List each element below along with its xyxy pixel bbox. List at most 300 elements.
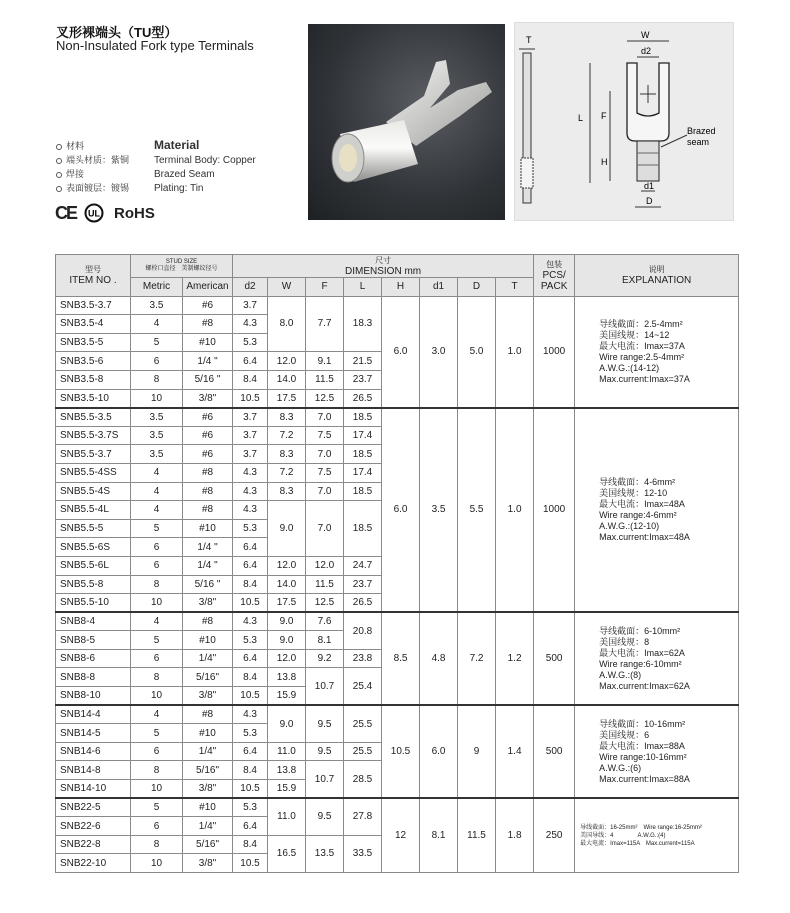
cell-metric: 6 bbox=[131, 742, 183, 761]
cell-f: 8.1 bbox=[306, 631, 344, 650]
cell-american: #8 bbox=[183, 482, 233, 501]
cell-metric: 4 bbox=[131, 315, 183, 334]
cell-american: 3/8" bbox=[183, 780, 233, 799]
cell-d2: 6.4 bbox=[233, 817, 268, 836]
cell-h: 8.5 bbox=[382, 612, 420, 705]
cell-l: 17.4 bbox=[344, 463, 382, 482]
cell-w: 13.8 bbox=[268, 668, 306, 687]
cell-d2: 4.3 bbox=[233, 315, 268, 334]
cell-t: 1.8 bbox=[496, 798, 534, 872]
cell-metric: 4 bbox=[131, 463, 183, 482]
cell-metric: 5 bbox=[131, 798, 183, 817]
cell-t: 1.0 bbox=[496, 296, 534, 408]
explanation-line: 导线截面：2.5-4mm² bbox=[599, 318, 683, 329]
explanation-line: A.W.G.:(12-10) bbox=[599, 520, 660, 531]
cell-d2: 8.4 bbox=[233, 370, 268, 389]
cell-item: SNB14-10 bbox=[56, 780, 131, 799]
cell-d2: 4.3 bbox=[233, 705, 268, 724]
ul-mark-icon bbox=[84, 203, 106, 223]
cell-w: 7.2 bbox=[268, 426, 306, 445]
cell-d2: 4.3 bbox=[233, 612, 268, 631]
fork-terminal-image bbox=[308, 24, 505, 220]
cell-l: 33.5 bbox=[344, 835, 382, 872]
cell-metric: 10 bbox=[131, 780, 183, 799]
cell-w: 9.0 bbox=[268, 705, 306, 742]
cell-d: 5.5 bbox=[458, 408, 496, 613]
certification-logos bbox=[55, 203, 155, 223]
cell-h: 12 bbox=[382, 798, 420, 872]
cell-item: SNB3.5-4 bbox=[56, 315, 131, 334]
cell-w: 17.5 bbox=[268, 389, 306, 408]
cell-pack: 1000 bbox=[534, 408, 575, 613]
cell-item: SNB14-4 bbox=[56, 705, 131, 724]
cell-h: 6.0 bbox=[382, 296, 420, 408]
cell-item: SNB5.5-3.7S bbox=[56, 426, 131, 445]
cell-american: #6 bbox=[183, 408, 233, 427]
explanation-line: Max.current:Imax=48A bbox=[599, 531, 690, 542]
header-stud-size: STUD SIZE 螺栓口直径 美制螺纹径号 bbox=[131, 255, 233, 278]
cell-f: 10.7 bbox=[306, 761, 344, 798]
header-dimension: 尺寸 DIMENSION mm bbox=[233, 255, 534, 278]
cell-d1: 8.1 bbox=[420, 798, 458, 872]
cell-american: 3/8" bbox=[183, 687, 233, 706]
cell-l: 25.5 bbox=[344, 705, 382, 742]
cell-american: #10 bbox=[183, 724, 233, 743]
cell-l: 24.7 bbox=[344, 556, 382, 575]
cell-metric: 10 bbox=[131, 389, 183, 408]
cell-item: SNB5.5-4SS bbox=[56, 463, 131, 482]
cell-item: SNB3.5-8 bbox=[56, 370, 131, 389]
cell-item: SNB22-10 bbox=[56, 854, 131, 873]
cell-item: SNB3.5-5 bbox=[56, 333, 131, 352]
cell-f: 9.2 bbox=[306, 649, 344, 668]
cell-item: SNB5.5-5 bbox=[56, 519, 131, 538]
cell-w: 11.0 bbox=[268, 742, 306, 761]
cell-american: 5/16 " bbox=[183, 370, 233, 389]
cell-american: 1/4 " bbox=[183, 538, 233, 557]
explanation-line: 导线截面：4-6mm² bbox=[599, 476, 676, 487]
cell-american: #8 bbox=[183, 315, 233, 334]
material-row bbox=[56, 167, 215, 180]
cell-f: 7.5 bbox=[306, 426, 344, 445]
cell-american: #10 bbox=[183, 519, 233, 538]
cell-item: SNB8-6 bbox=[56, 649, 131, 668]
cell-pack: 500 bbox=[534, 612, 575, 705]
table-row bbox=[56, 612, 739, 631]
cell-l: 17.4 bbox=[344, 426, 382, 445]
cell-d2: 8.4 bbox=[233, 668, 268, 687]
cell-w: 14.0 bbox=[268, 370, 306, 389]
cell-d2: 3.7 bbox=[233, 445, 268, 464]
cell-d2: 5.3 bbox=[233, 333, 268, 352]
cell-t: 1.4 bbox=[496, 705, 534, 798]
header-pack: 包装 PCS/ PACK bbox=[534, 255, 575, 297]
cell-american: 1/4" bbox=[183, 649, 233, 668]
explanation-line: 美国线规：6 bbox=[599, 729, 650, 740]
cell-metric: 6 bbox=[131, 352, 183, 371]
cell-d2: 10.5 bbox=[233, 389, 268, 408]
cell-w: 14.0 bbox=[268, 575, 306, 594]
cell-f: 13.5 bbox=[306, 835, 344, 872]
cell-d2: 8.4 bbox=[233, 835, 268, 854]
cell-f: 7.0 bbox=[306, 482, 344, 501]
cell-american: #10 bbox=[183, 798, 233, 817]
cell-l: 27.8 bbox=[344, 798, 382, 835]
cell-american: 1/4 " bbox=[183, 352, 233, 371]
cell-d: 5.0 bbox=[458, 296, 496, 408]
cell-w: 9.0 bbox=[268, 612, 306, 631]
cell-w: 12.0 bbox=[268, 556, 306, 575]
cell-w: 12.0 bbox=[268, 352, 306, 371]
cell-d2: 10.5 bbox=[233, 594, 268, 613]
cell-metric: 10 bbox=[131, 594, 183, 613]
dim-label-d2: d2 bbox=[641, 46, 652, 56]
cell-f: 9.5 bbox=[306, 742, 344, 761]
cell-d2: 6.4 bbox=[233, 649, 268, 668]
cell-w: 7.2 bbox=[268, 463, 306, 482]
cell-american: 5/16 " bbox=[183, 575, 233, 594]
explanation-line: 美国导线：4 A.W.G.:(4) bbox=[580, 832, 666, 839]
cell-d2: 5.3 bbox=[233, 724, 268, 743]
cell-w: 9.0 bbox=[268, 501, 306, 557]
cell-american: #6 bbox=[183, 296, 233, 315]
cell-american: 1/4" bbox=[183, 742, 233, 761]
cell-item: SNB5.5-3.7 bbox=[56, 445, 131, 464]
cell-item: SNB5.5-3.5 bbox=[56, 408, 131, 427]
cell-l: 28.5 bbox=[344, 761, 382, 798]
cell-item: SNB5.5-4L bbox=[56, 501, 131, 520]
cell-american: 1/4 " bbox=[183, 556, 233, 575]
cell-metric: 3.5 bbox=[131, 296, 183, 315]
cell-w: 17.5 bbox=[268, 594, 306, 613]
cell-item: SNB14-5 bbox=[56, 724, 131, 743]
cell-f: 9.5 bbox=[306, 705, 344, 742]
dim-label-w: W bbox=[641, 30, 650, 40]
cell-item: SNB3.5-10 bbox=[56, 389, 131, 408]
explanation-line: 导线截面：10-16mm² bbox=[599, 718, 686, 729]
cell-l: 23.7 bbox=[344, 575, 382, 594]
cell-metric: 5 bbox=[131, 333, 183, 352]
explanation-cell bbox=[575, 798, 739, 872]
cell-h: 6.0 bbox=[382, 408, 420, 613]
explanation-line: 导线截面：16-25mm² Wire range:16-25mm² bbox=[580, 824, 702, 831]
cell-metric: 4 bbox=[131, 612, 183, 631]
cell-l: 18.5 bbox=[344, 501, 382, 557]
cell-metric: 4 bbox=[131, 482, 183, 501]
cell-f: 7.0 bbox=[306, 501, 344, 557]
explanation-line: 导线截面：6-10mm² bbox=[599, 625, 681, 636]
cell-w: 15.9 bbox=[268, 687, 306, 706]
cell-american: #8 bbox=[183, 463, 233, 482]
material-row bbox=[56, 153, 256, 166]
cell-w: 9.0 bbox=[268, 631, 306, 650]
cell-d2: 3.7 bbox=[233, 426, 268, 445]
material-en: Material bbox=[154, 138, 200, 152]
cell-american: 5/16" bbox=[183, 835, 233, 854]
explanation-cell bbox=[575, 296, 739, 408]
cell-item: SNB5.5-6L bbox=[56, 556, 131, 575]
explanation-line: 美国线规：8 bbox=[599, 636, 650, 647]
cell-metric: 8 bbox=[131, 668, 183, 687]
cell-w: 13.8 bbox=[268, 761, 306, 780]
explanation-line: Wire range:4-6mm² bbox=[599, 509, 677, 520]
dim-label-h: H bbox=[601, 157, 608, 167]
material-cn: 焊接 bbox=[66, 169, 85, 179]
cell-f: 12.5 bbox=[306, 594, 344, 613]
table-row bbox=[56, 798, 739, 817]
ce-mark-icon: CE bbox=[55, 202, 77, 223]
svg-text:UL: UL bbox=[88, 208, 101, 219]
cell-pack: 250 bbox=[534, 798, 575, 872]
cell-d1: 3.0 bbox=[420, 296, 458, 408]
cell-item: SNB3.5-6 bbox=[56, 352, 131, 371]
cell-f: 7.7 bbox=[306, 296, 344, 352]
cell-metric: 6 bbox=[131, 649, 183, 668]
header-item: 型号 ITEM NO . bbox=[56, 255, 131, 297]
header-f: F bbox=[306, 278, 344, 297]
explanation-line: 美国线规：12-10 bbox=[599, 487, 668, 498]
cell-item: SNB5.5-4S bbox=[56, 482, 131, 501]
cell-metric: 3.5 bbox=[131, 426, 183, 445]
table-row bbox=[56, 296, 739, 315]
explanation-line: A.W.G.:(8) bbox=[599, 669, 642, 680]
cell-item: SNB8-8 bbox=[56, 668, 131, 687]
explanation-line: Wire range:6-10mm² bbox=[599, 658, 682, 669]
cell-item: SNB3.5-3.7 bbox=[56, 296, 131, 315]
cell-w: 8.3 bbox=[268, 482, 306, 501]
cell-d2: 3.7 bbox=[233, 296, 268, 315]
cell-l: 23.7 bbox=[344, 370, 382, 389]
cell-f: 9.1 bbox=[306, 352, 344, 371]
header-d1: d1 bbox=[420, 278, 458, 297]
cell-metric: 10 bbox=[131, 687, 183, 706]
explanation-line: A.W.G.:(14-12) bbox=[599, 362, 660, 373]
spec-table bbox=[55, 254, 739, 873]
cell-american: #8 bbox=[183, 612, 233, 631]
dimension-drawing bbox=[514, 22, 734, 221]
cell-item: SNB22-6 bbox=[56, 817, 131, 836]
cell-american: #6 bbox=[183, 445, 233, 464]
cell-d: 11.5 bbox=[458, 798, 496, 872]
brazed-label: Brazed bbox=[687, 126, 716, 136]
cell-f: 10.7 bbox=[306, 668, 344, 705]
cell-item: SNB8-5 bbox=[56, 631, 131, 650]
cell-pack: 1000 bbox=[534, 296, 575, 408]
cell-l: 21.5 bbox=[344, 352, 382, 371]
cell-item: SNB22-8 bbox=[56, 835, 131, 854]
header-d2: d2 bbox=[233, 278, 268, 297]
cell-f: 7.5 bbox=[306, 463, 344, 482]
explanation-line: Wire range:2.5-4mm² bbox=[599, 351, 685, 362]
cell-w: 8.3 bbox=[268, 445, 306, 464]
dim-label-d: D bbox=[646, 196, 653, 206]
product-photo bbox=[308, 24, 505, 220]
explanation-line: 最大电流：Imax=115A Max.current=115A bbox=[580, 840, 695, 847]
cell-f: 11.5 bbox=[306, 370, 344, 389]
cell-metric: 5 bbox=[131, 724, 183, 743]
cell-f: 12.5 bbox=[306, 389, 344, 408]
cell-american: #10 bbox=[183, 333, 233, 352]
cell-metric: 6 bbox=[131, 817, 183, 836]
cell-item: SNB14-6 bbox=[56, 742, 131, 761]
cell-d2: 4.3 bbox=[233, 501, 268, 520]
cell-f: 12.0 bbox=[306, 556, 344, 575]
title-en: Non-Insulated Fork type Terminals bbox=[56, 38, 254, 53]
material-en: Terminal Body: Copper bbox=[154, 155, 256, 166]
cell-d2: 6.4 bbox=[233, 352, 268, 371]
cell-d1: 6.0 bbox=[420, 705, 458, 798]
cell-l: 23.8 bbox=[344, 649, 382, 668]
table-row bbox=[56, 408, 739, 427]
cell-d2: 10.5 bbox=[233, 687, 268, 706]
cell-d2: 5.3 bbox=[233, 798, 268, 817]
cell-d2: 4.3 bbox=[233, 463, 268, 482]
cell-item: SNB14-8 bbox=[56, 761, 131, 780]
cell-d2: 10.5 bbox=[233, 780, 268, 799]
cell-w: 8.3 bbox=[268, 408, 306, 427]
cell-american: 1/4" bbox=[183, 817, 233, 836]
explanation-line: 最大电流：Imax=48A bbox=[599, 498, 685, 509]
cell-metric: 8 bbox=[131, 835, 183, 854]
cell-item: SNB5.5-6S bbox=[56, 538, 131, 557]
cell-american: #10 bbox=[183, 631, 233, 650]
cell-item: SNB8-10 bbox=[56, 687, 131, 706]
cell-item: SNB8-4 bbox=[56, 612, 131, 631]
explanation-cell bbox=[575, 705, 739, 798]
cell-d2: 5.3 bbox=[233, 631, 268, 650]
title-cn: 叉形裸端头（TU型） bbox=[56, 25, 178, 40]
cell-metric: 6 bbox=[131, 538, 183, 557]
cell-h: 10.5 bbox=[382, 705, 420, 798]
explanation-line: A.W.G.:(6) bbox=[599, 762, 642, 773]
cell-item: SNB22-5 bbox=[56, 798, 131, 817]
cell-l: 18.5 bbox=[344, 482, 382, 501]
explanation-cell bbox=[575, 408, 739, 613]
cell-metric: 8 bbox=[131, 761, 183, 780]
cell-d2: 8.4 bbox=[233, 575, 268, 594]
material-cn: 表面镀层：镀锡 bbox=[66, 183, 130, 193]
cell-d: 7.2 bbox=[458, 612, 496, 705]
cell-w: 8.0 bbox=[268, 296, 306, 352]
explanation-line: Max.current:Imax=37A bbox=[599, 373, 690, 384]
cell-d2: 4.3 bbox=[233, 482, 268, 501]
cell-pack: 500 bbox=[534, 705, 575, 798]
cell-metric: 6 bbox=[131, 556, 183, 575]
cell-l: 18.3 bbox=[344, 296, 382, 352]
cell-w: 15.9 bbox=[268, 780, 306, 799]
explanation-line: Max.current:Imax=88A bbox=[599, 773, 690, 784]
cell-metric: 3.5 bbox=[131, 445, 183, 464]
cell-d: 9 bbox=[458, 705, 496, 798]
cell-american: #8 bbox=[183, 705, 233, 724]
explanation-cell bbox=[575, 612, 739, 705]
explanation-line: 最大电流：Imax=88A bbox=[599, 740, 685, 751]
cell-f: 7.6 bbox=[306, 612, 344, 631]
cell-d1: 3.5 bbox=[420, 408, 458, 613]
header-h: H bbox=[382, 278, 420, 297]
explanation-line: 最大电流：Imax=62A bbox=[599, 647, 685, 658]
material-en: Brazed Seam bbox=[154, 169, 215, 180]
header-american: American bbox=[183, 278, 233, 297]
cell-f: 7.0 bbox=[306, 445, 344, 464]
cell-american: 5/16" bbox=[183, 668, 233, 687]
cell-f: 7.0 bbox=[306, 408, 344, 427]
cell-metric: 8 bbox=[131, 370, 183, 389]
cell-american: #6 bbox=[183, 426, 233, 445]
cell-d2: 6.4 bbox=[233, 556, 268, 575]
cell-d2: 10.5 bbox=[233, 854, 268, 873]
seam-label: seam bbox=[687, 137, 710, 147]
dim-label-d1: d1 bbox=[644, 181, 655, 191]
cell-item: SNB5.5-8 bbox=[56, 575, 131, 594]
rohs-mark: RoHS bbox=[114, 204, 155, 222]
header-metric: Metric bbox=[131, 278, 183, 297]
cell-t: 1.0 bbox=[496, 408, 534, 613]
cell-metric: 4 bbox=[131, 705, 183, 724]
cell-item: SNB5.5-10 bbox=[56, 594, 131, 613]
cell-american: 3/8" bbox=[183, 594, 233, 613]
cell-f: 9.5 bbox=[306, 798, 344, 835]
dimension-diagram bbox=[515, 23, 735, 222]
header-d: D bbox=[458, 278, 496, 297]
cell-d2: 3.7 bbox=[233, 408, 268, 427]
cell-metric: 10 bbox=[131, 854, 183, 873]
material-cn: 材料 bbox=[66, 141, 85, 151]
cell-metric: 5 bbox=[131, 631, 183, 650]
explanation-line: 最大电流：Imax=37A bbox=[599, 340, 685, 351]
material-en: Plating: Tin bbox=[154, 183, 204, 194]
explanation-line: 美国线规：14~12 bbox=[599, 329, 670, 340]
header-w: W bbox=[268, 278, 306, 297]
cell-american: 5/16" bbox=[183, 761, 233, 780]
cell-metric: 4 bbox=[131, 501, 183, 520]
cell-l: 18.5 bbox=[344, 445, 382, 464]
cell-w: 12.0 bbox=[268, 649, 306, 668]
dim-label-l: L bbox=[578, 113, 584, 123]
material-row bbox=[56, 181, 203, 194]
cell-d2: 6.4 bbox=[233, 538, 268, 557]
cell-american: 3/8" bbox=[183, 854, 233, 873]
cell-d2: 5.3 bbox=[233, 519, 268, 538]
material-cn: 端头材质：紫铜 bbox=[66, 155, 130, 165]
material-row bbox=[56, 138, 199, 152]
explanation-line: Wire range:10-16mm² bbox=[599, 751, 687, 762]
dim-label-f: F bbox=[601, 111, 607, 121]
cell-w: 11.0 bbox=[268, 798, 306, 835]
cell-american: #8 bbox=[183, 501, 233, 520]
cell-d2: 6.4 bbox=[233, 742, 268, 761]
cell-metric: 5 bbox=[131, 519, 183, 538]
cell-l: 26.5 bbox=[344, 594, 382, 613]
cell-d2: 8.4 bbox=[233, 761, 268, 780]
cell-metric: 3.5 bbox=[131, 408, 183, 427]
cell-w: 16.5 bbox=[268, 835, 306, 872]
cell-t: 1.2 bbox=[496, 612, 534, 705]
cell-metric: 8 bbox=[131, 575, 183, 594]
cell-l: 25.5 bbox=[344, 742, 382, 761]
cell-l: 25.4 bbox=[344, 668, 382, 705]
explanation-line: Max.current:Imax=62A bbox=[599, 680, 690, 691]
header-l: L bbox=[344, 278, 382, 297]
cell-f: 11.5 bbox=[306, 575, 344, 594]
table-row bbox=[56, 705, 739, 724]
header-explanation: 说明 EXPLANATION bbox=[575, 255, 739, 297]
cell-l: 20.8 bbox=[344, 612, 382, 649]
dim-label-t: T bbox=[526, 35, 532, 45]
header-t: T bbox=[496, 278, 534, 297]
cell-american: 3/8" bbox=[183, 389, 233, 408]
cell-l: 26.5 bbox=[344, 389, 382, 408]
